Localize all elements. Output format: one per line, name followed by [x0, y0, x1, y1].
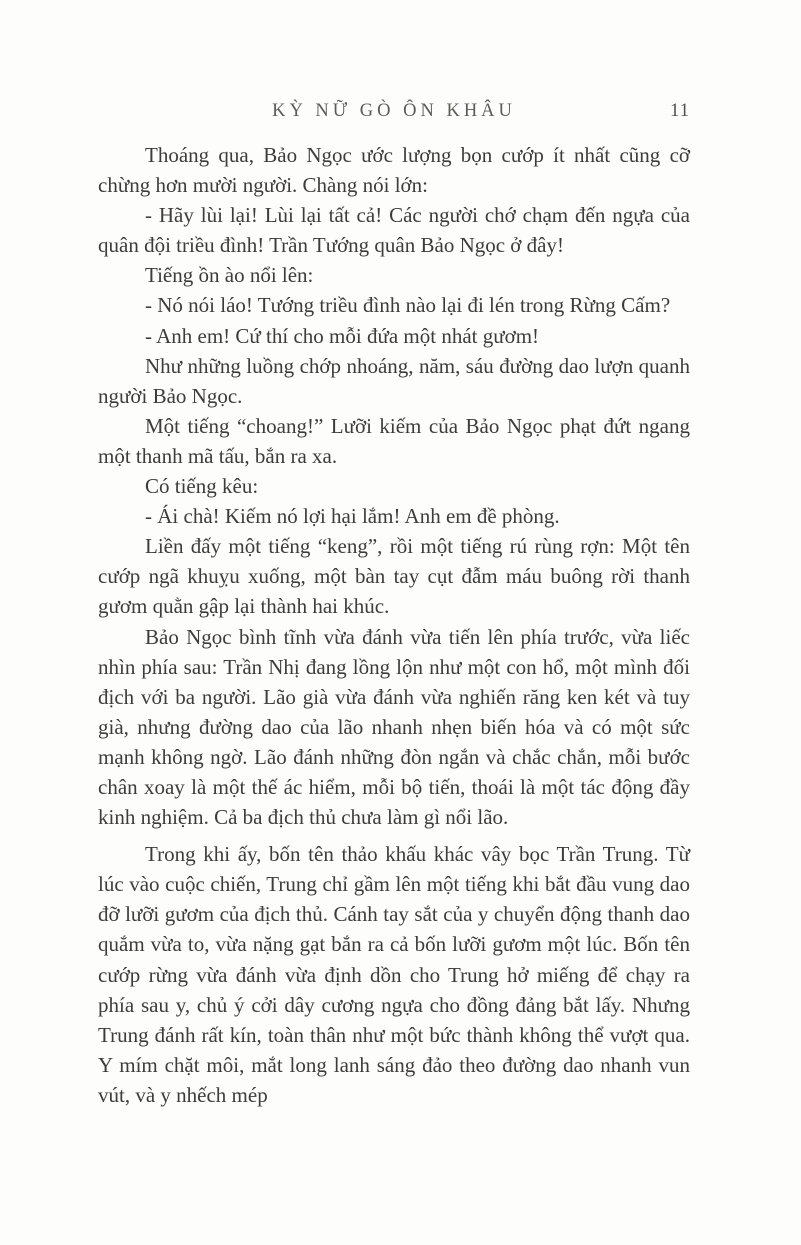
paragraph: - Anh em! Cứ thí cho mỗi đứa một nhát gươm! [145, 323, 540, 348]
paragraph: Có tiếng kêu: [145, 474, 259, 499]
paragraph: - Hãy lùi lại! Lùi lại tất cả! Các người chớ chạm đến ngựa của quân đội triều đình! Trần Tướng quân Bảo Ngọc ở đây! [98, 203, 690, 258]
paragraph: - Ái chà! Kiếm nó lợi hại lắm! Anh em đề phòng. [145, 504, 560, 529]
paragraph: Trong khi ấy, bốn tên thảo khấu khác vây bọc Trần Trung. Từ lúc vào cuộc chiến, Trung chỉ gầm lên một tiếng khi bắt đầu vung dao đỡ lưỡi gươm của địch thủ. Cánh tay sắt của y chuyển động thanh dao quắm vừa to, vừa nặng gạt bắn ra cả bốn lưỡi gươm một lúc. Bốn tên cướp rừng vừa đánh vừa định dồn cho Trung hở miếng để chạy ra phía sau y, chủ ý cởi dây cương ngựa cho đồng đảng bắt lấy. Nhưng Trung đánh rất kín, toàn thân như một bức thành không thể vượt qua. Y mím chặt môi, mắt long lanh sáng đảo theo đường dao nhanh vun vút, và y nhếch mép [98, 842, 690, 1107]
paragraph: Liền đấy một tiếng “keng”, rồi một tiếng rú rùng rợn: Một tên cướp ngã khuỵu xuống, một bàn tay cụt đẫm máu buông rời thanh gươm quằn gập lại thành hai khúc. [98, 534, 690, 619]
page-header [98, 101, 690, 125]
page-number: 11 [670, 101, 690, 121]
paragraph: Như những luồng chớp nhoáng, năm, sáu đường dao lượn quanh người Bảo Ngọc. [98, 353, 690, 408]
paragraph: Một tiếng “choang!” Lưỡi kiếm của Bảo Ngọc phạt đứt ngang một thanh mã tấu, bắn ra xa. [98, 413, 690, 468]
running-title: KỲ NỮ GÒ ÔN KHÂU [272, 101, 516, 121]
paragraph: - Nó nói láo! Tướng triều đình nào lại đi lén trong Rừng Cấm? [145, 293, 671, 318]
paragraph: Tiếng ồn ào nổi lên: [145, 263, 314, 288]
paragraph: Thoáng qua, Bảo Ngọc ước lượng bọn cướp ít nhất cũng cỡ chừng hơn mười người. Chàng nói lớn: [98, 143, 690, 198]
body-text [98, 140, 690, 1110]
paragraph: Bảo Ngọc bình tĩnh vừa đánh vừa tiến lên phía trước, vừa liếc nhìn phía sau: Trần Nhị đang lồng lộn như một con hổ, một mình đối địch với ba người. Lão già vừa đánh vừa nghiến răng ken két và tuy già, nhưng đường dao của lão nhanh nhẹn biến hóa và có một sức mạnh không ngờ. Lão đánh những đòn ngắn và chắc chắn, mỗi bước chân xoay là một thế ác hiểm, mỗi bộ tiến, thoái là một tác động đầy kinh nghiệm. Cả ba địch thủ chưa làm gì nổi lão. [98, 624, 690, 830]
